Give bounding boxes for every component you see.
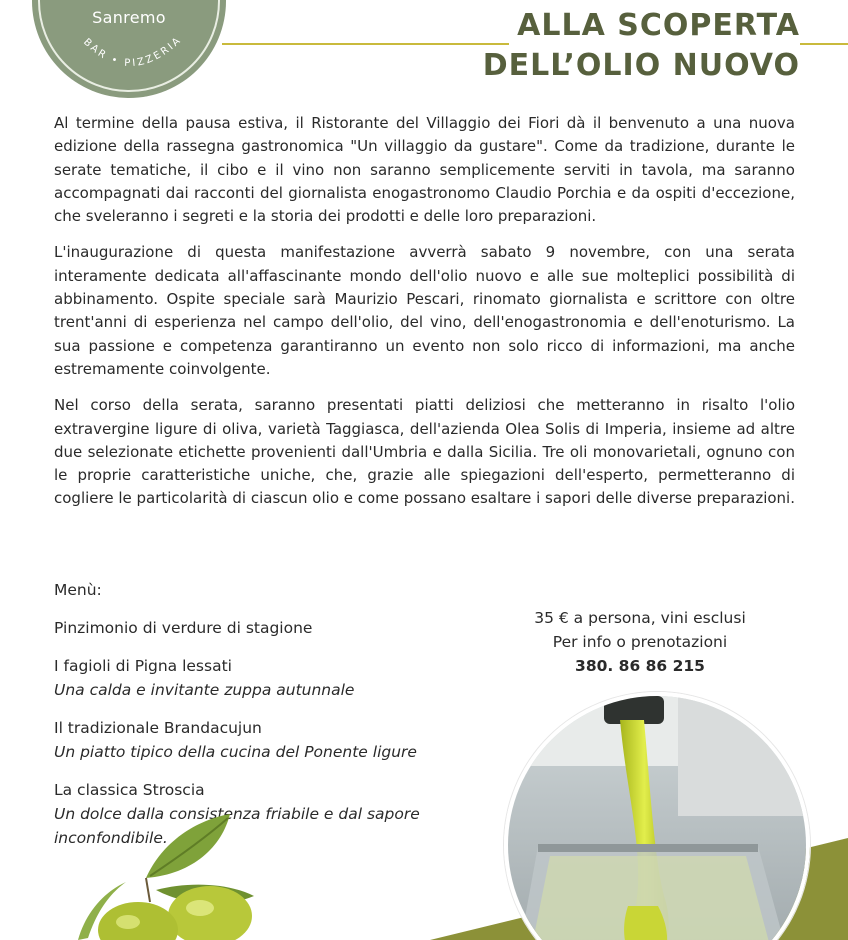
menu-heading: Menù:: [54, 581, 102, 599]
title-line-1: ALLA SCOPERTA: [509, 6, 800, 46]
olives-illustration: [76, 812, 256, 940]
menu-item: [54, 716, 514, 764]
paragraph-2: L'inaugurazione di questa manifestazione avverrà sabato 9 novembre, con una serata interamente dedicata all'affascinante mondo dell'olio nuovo e alle sue molteplici possibilità di abbinamento. Ospite speciale sarà Maurizio Pescari, rinomato giornalista e scrittore con oltre trent'anni di esperienza nel campo dell'olio, del vino, dell'enogastronomia e dell'enoturismo. La sua passione e competenza garantiranno un evento non solo ricco di informazioni, ma anche estremamente coinvolgente.: [54, 243, 795, 378]
menu-dish-description: Un piatto tipico della cucina del Ponente ligure: [54, 743, 417, 761]
menu-dish-description: Un dolce dalla consistenza friabile e dal sapore inconfondibile.: [54, 805, 420, 847]
menu-dish-description: Una calda e invitante zuppa autunnale: [54, 681, 355, 699]
title-line-2: DELL’OLIO NUOVO: [482, 48, 800, 83]
menu-dish: La classica Stroscia: [54, 781, 205, 799]
page-title: [300, 6, 800, 86]
logo-tagline-arc: [32, 0, 226, 98]
svg-text:BAR • PIZZERIA: [81, 34, 184, 69]
restaurant-logo: [32, 0, 226, 98]
pricing-info: [506, 606, 774, 678]
logo-town: Sanremo: [92, 8, 166, 27]
price-text: 35 € a persona, vini esclusi: [534, 609, 746, 627]
menu-dish: Pinzimonio di verdure di stagione: [54, 619, 313, 637]
menu-dish: Il tradizionale Brandacujun: [54, 719, 262, 737]
paragraph-3: Nel corso della serata, saranno presentati piatti deliziosi che metteranno in risalto l'olio extravergine ligure di oliva, varietà Taggiasca, dell'azienda Olea Solis di Imperia, insieme ad altre due selezionate etichette provenienti dall'Umbria e dalla Sicilia. Tre oli monovarietali, ognuno con le proprie caratteristiche uniche, che, grazie alle spiegazioni dell'esperto, permetteranno di cogliere le particolarità di ciascun olio e come possano esaltare i sapori delle diverse preparazioni.: [54, 396, 795, 508]
paragraph-1: Al termine della pausa estiva, il Ristorante del Villaggio dei Fiori dà il benvenuto a una nuova edizione della rassegna gastronomica "Un villaggio da gustare". Come da tradizione, durante le serate tematiche, il cibo e il vino non saranno semplicemente serviti in tavola, ma saranno accompagnati dai racconti del giornalista enogastronomo Claudio Porchia e da ospiti d'eccezione, che sveleranno i segreti e la storia dei prodotti e delle loro preparazioni.: [54, 114, 795, 226]
booking-info: Per info o prenotazioni: [552, 633, 728, 651]
menu-dish: I fagioli di Pigna lessati: [54, 657, 232, 675]
olive-oil-illustration: [508, 696, 806, 940]
menu-item: [54, 616, 514, 640]
article-body: [54, 112, 795, 524]
phone-number[interactable]: 380. 86 86 215: [575, 657, 705, 675]
menu-item: [54, 654, 514, 702]
logo-tagline: BAR • PIZZERIA: [81, 34, 185, 70]
